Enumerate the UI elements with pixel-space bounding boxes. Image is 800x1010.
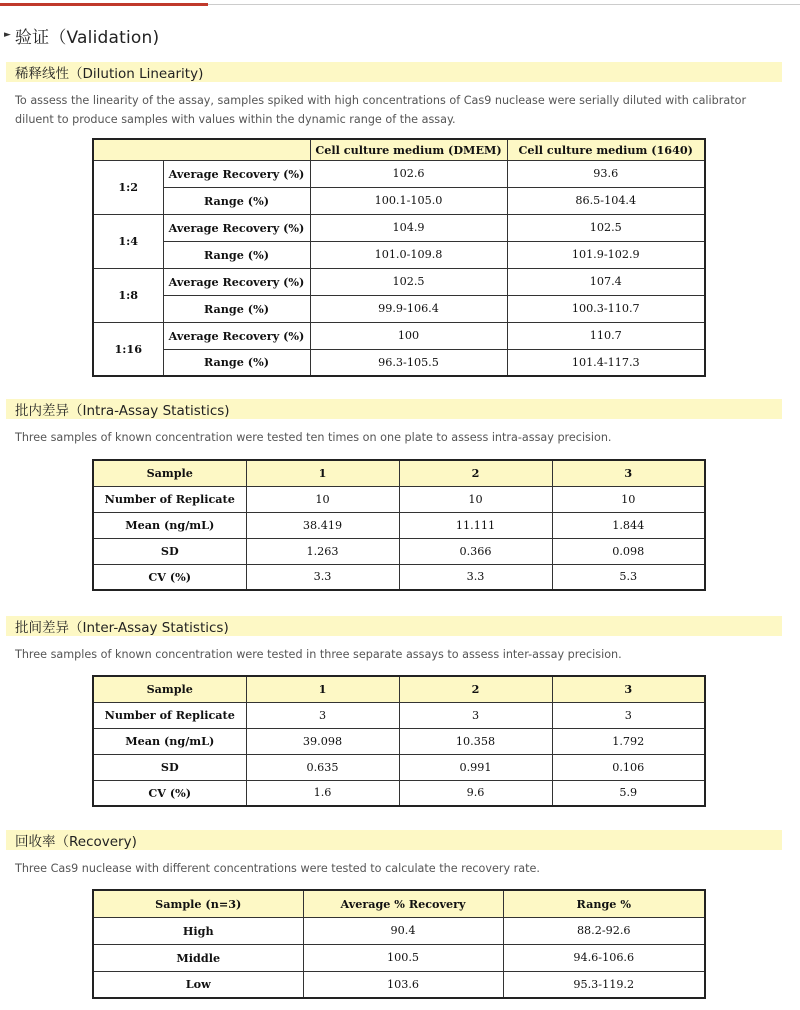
header-blank-cell: [93, 139, 310, 160]
inter-assay-description: Three samples of known concentration were tested in three separate assays to assess inter-assay precision.: [15, 648, 622, 661]
column-header: 1: [246, 676, 399, 702]
value-cell: 39.098: [246, 728, 399, 754]
column-header: 1: [246, 460, 399, 486]
column-header: Cell culture medium (DMEM): [310, 139, 507, 160]
table-row: [93, 349, 705, 376]
table-row: [93, 322, 705, 349]
row-label-cell: Mean (ng/mL): [93, 512, 246, 538]
column-header: 3: [552, 676, 705, 702]
value-cell: 88.2-92.6: [503, 917, 705, 944]
recovery-description: Three Cas9 nuclease with different concentrations were tested to calculate the recovery rate.: [15, 862, 540, 875]
table-row: [93, 917, 705, 944]
table-header-row: [93, 139, 705, 160]
value-cell: 110.7: [507, 322, 705, 349]
row-label-cell: Average Recovery (%): [163, 160, 310, 187]
value-cell: 103.6: [303, 971, 503, 998]
value-cell: 94.6-106.6: [503, 944, 705, 971]
dilution-ratio-cell: 1:8: [93, 268, 163, 322]
intra-assay-description: Three samples of known concentration were tested ten times on one plate to assess intra-assay precision.: [15, 431, 612, 444]
intra-assay-heading: 批内差异（Intra-Assay Statistics): [6, 399, 782, 419]
value-cell: 100.5: [303, 944, 503, 971]
value-cell: 100.1-105.0: [310, 187, 507, 214]
value-cell: 3: [399, 702, 552, 728]
row-label-cell: Range (%): [163, 349, 310, 376]
row-label-cell: SD: [93, 754, 246, 780]
value-cell: 0.098: [552, 538, 705, 564]
triangle-right-icon: ►: [4, 30, 11, 40]
table-row: [93, 160, 705, 187]
table-row: [93, 512, 705, 538]
value-cell: 101.9-102.9: [507, 241, 705, 268]
value-cell: 102.5: [310, 268, 507, 295]
inter-assay-table: [92, 675, 706, 807]
column-header: Sample (n=3): [93, 890, 303, 917]
row-label-cell: CV (%): [93, 564, 246, 590]
dilution-ratio-cell: 1:16: [93, 322, 163, 376]
row-label-cell: Mean (ng/mL): [93, 728, 246, 754]
value-cell: 0.106: [552, 754, 705, 780]
dilution-linearity-heading: 稀释线性（Dilution Linearity): [6, 62, 782, 82]
inter-assay-heading: 批间差异（Inter-Assay Statistics): [6, 616, 782, 636]
value-cell: 9.6: [399, 780, 552, 806]
row-label-cell: Range (%): [163, 187, 310, 214]
value-cell: 101.4-117.3: [507, 349, 705, 376]
top-divider-accent: [0, 3, 208, 6]
dilution-ratio-cell: 1:4: [93, 214, 163, 268]
table-row: [93, 268, 705, 295]
value-cell: 5.3: [552, 564, 705, 590]
value-cell: 101.0-109.8: [310, 241, 507, 268]
dilution-linearity-table: [92, 138, 706, 377]
table-row: [93, 728, 705, 754]
table-row: [93, 486, 705, 512]
table-row: [93, 754, 705, 780]
value-cell: 100: [310, 322, 507, 349]
column-header: 3: [552, 460, 705, 486]
row-label-cell: Low: [93, 971, 303, 998]
value-cell: 3.3: [399, 564, 552, 590]
column-header: Range %: [503, 890, 705, 917]
value-cell: 10: [399, 486, 552, 512]
value-cell: 107.4: [507, 268, 705, 295]
table-row: [93, 780, 705, 806]
table-row: [93, 971, 705, 998]
row-label-cell: High: [93, 917, 303, 944]
table-row: [93, 241, 705, 268]
value-cell: 10: [246, 486, 399, 512]
column-header: 2: [399, 676, 552, 702]
value-cell: 93.6: [507, 160, 705, 187]
table-row: [93, 214, 705, 241]
column-header: Sample: [93, 676, 246, 702]
value-cell: 86.5-104.4: [507, 187, 705, 214]
recovery-heading: 回收率（Recovery): [6, 830, 782, 850]
value-cell: 90.4: [303, 917, 503, 944]
table-row: [93, 295, 705, 322]
value-cell: 1.792: [552, 728, 705, 754]
row-label-cell: Average Recovery (%): [163, 322, 310, 349]
table-row: [93, 538, 705, 564]
table-row: [93, 564, 705, 590]
row-label-cell: Range (%): [163, 241, 310, 268]
validation-heading: [4, 22, 159, 48]
value-cell: 102.5: [507, 214, 705, 241]
table-row: [93, 187, 705, 214]
value-cell: 5.9: [552, 780, 705, 806]
value-cell: 11.111: [399, 512, 552, 538]
intra-assay-table: [92, 459, 706, 591]
value-cell: 104.9: [310, 214, 507, 241]
value-cell: 10: [552, 486, 705, 512]
value-cell: 3: [552, 702, 705, 728]
row-label-cell: Average Recovery (%): [163, 268, 310, 295]
value-cell: 102.6: [310, 160, 507, 187]
row-label-cell: Range (%): [163, 295, 310, 322]
row-label-cell: CV (%): [93, 780, 246, 806]
row-label-cell: Average Recovery (%): [163, 214, 310, 241]
value-cell: 0.991: [399, 754, 552, 780]
value-cell: 0.366: [399, 538, 552, 564]
row-label-cell: Middle: [93, 944, 303, 971]
row-label-cell: Number of Replicate: [93, 486, 246, 512]
table-row: [93, 944, 705, 971]
value-cell: 95.3-119.2: [503, 971, 705, 998]
dilution-ratio-cell: 1:2: [93, 160, 163, 214]
value-cell: 96.3-105.5: [310, 349, 507, 376]
column-header: Sample: [93, 460, 246, 486]
value-cell: 100.3-110.7: [507, 295, 705, 322]
value-cell: 1.844: [552, 512, 705, 538]
table-header-row: [93, 676, 705, 702]
value-cell: 0.635: [246, 754, 399, 780]
row-label-cell: SD: [93, 538, 246, 564]
value-cell: 1.263: [246, 538, 399, 564]
value-cell: 10.358: [399, 728, 552, 754]
value-cell: 1.6: [246, 780, 399, 806]
column-header: 2: [399, 460, 552, 486]
value-cell: 3.3: [246, 564, 399, 590]
column-header: Average % Recovery: [303, 890, 503, 917]
value-cell: 99.9-106.4: [310, 295, 507, 322]
table-row: [93, 702, 705, 728]
table-header-row: [93, 460, 705, 486]
column-header: Cell culture medium (1640): [507, 139, 705, 160]
row-label-cell: Number of Replicate: [93, 702, 246, 728]
page-title: 验证（Validation): [14, 27, 160, 48]
value-cell: 38.419: [246, 512, 399, 538]
value-cell: 3: [246, 702, 399, 728]
table-header-row: [93, 890, 705, 917]
dilution-linearity-description: To assess the linearity of the assay, samples spiked with high concentrations of Cas9 nuclease were serially diluted with calibrator diluent to produce samples with values within the dynamic range of the assay.: [15, 94, 747, 126]
recovery-table: [92, 889, 706, 999]
